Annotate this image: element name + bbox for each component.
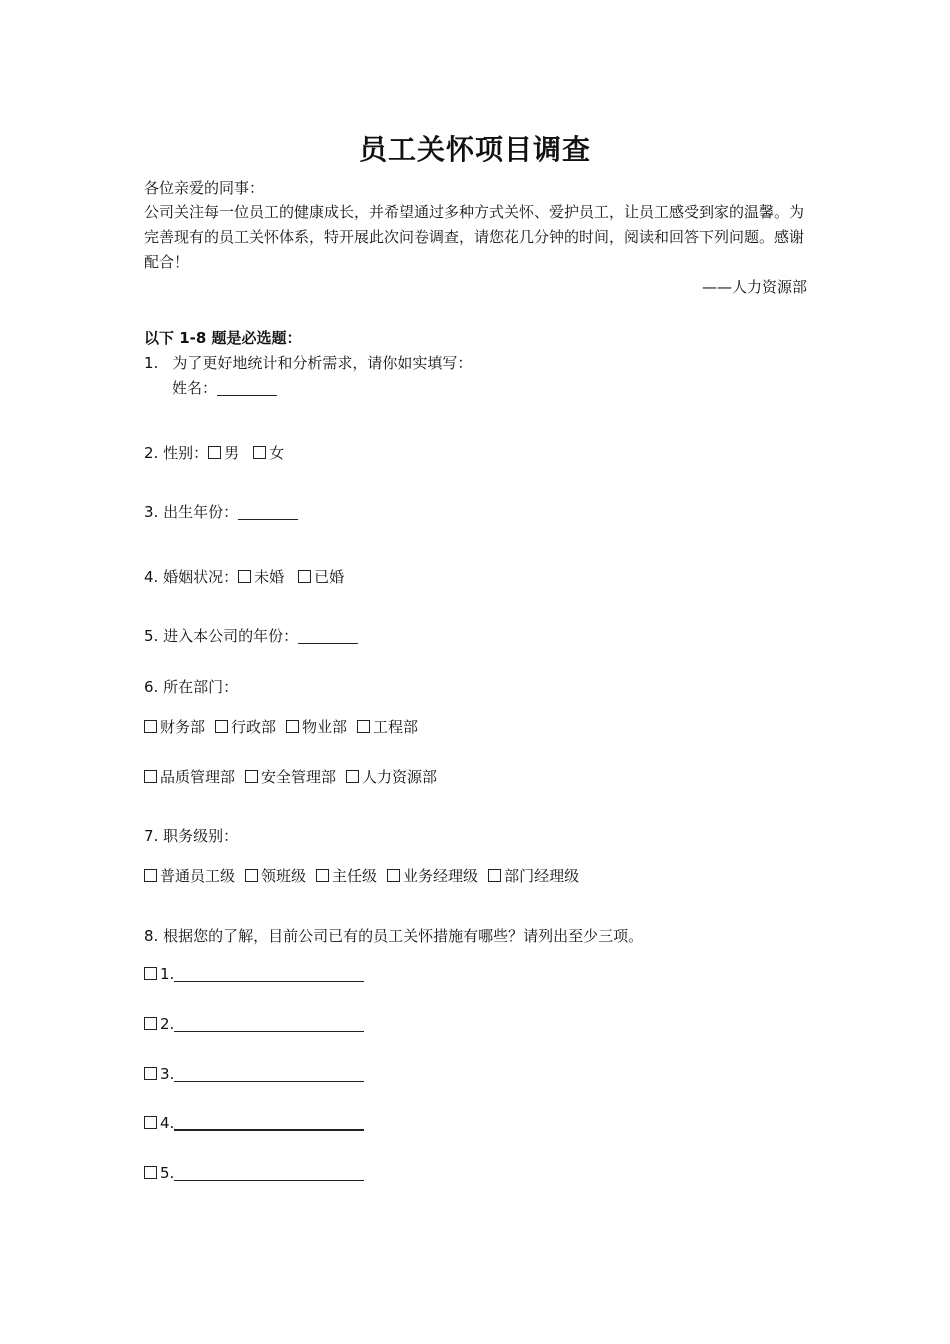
- intro-paragraph: 公司关注每一位员工的健康成长，并希望通过多种方式关怀、爱护员工，让员工感受到家的温馨。为完善现有的员工关怀体系，特开展此次问卷调查，请您花几分钟的时间，阅读和回答下列问题。感谢配合！: [144, 203, 805, 271]
- care-measure-4-input[interactable]: [174, 1115, 364, 1131]
- dept-property-label: 物业部: [302, 718, 348, 736]
- dept-hr-label: 人力资源部: [362, 768, 438, 786]
- dept-admin-label: 行政部: [231, 718, 277, 736]
- level-staff-label: 普通员工级: [160, 867, 236, 885]
- gender-male-label: 男: [224, 444, 240, 462]
- care-measure-5-checkbox[interactable]: [144, 1166, 157, 1179]
- dept-property-checkbox[interactable]: [286, 720, 299, 733]
- department-options-row-1: [144, 716, 428, 737]
- question-4-label: 4. 婚姻状况：: [144, 568, 239, 586]
- level-dept-manager-checkbox[interactable]: [488, 869, 501, 882]
- gender-female-label: 女: [269, 444, 285, 462]
- question-2: [144, 442, 284, 463]
- dept-quality-label: 品质管理部: [160, 768, 236, 786]
- dept-finance-checkbox[interactable]: [144, 720, 157, 733]
- dept-engineering-checkbox[interactable]: [357, 720, 370, 733]
- care-measure-1-input[interactable]: [174, 967, 364, 982]
- marital-single-checkbox[interactable]: [238, 570, 251, 583]
- birth-year-input[interactable]: [238, 505, 298, 520]
- section-heading: 以下 1-8 题是必选题：: [144, 329, 302, 347]
- care-measure-item-2: [144, 1015, 364, 1033]
- care-measure-4-checkbox[interactable]: [144, 1116, 157, 1129]
- question-3-label: 3. 出生年份：: [144, 503, 239, 521]
- care-measure-2-number: 2.: [160, 1015, 175, 1033]
- marital-married-label: 已婚: [314, 568, 345, 586]
- question-3: [144, 501, 298, 522]
- name-label: 姓名：: [172, 379, 218, 397]
- care-measure-item-1: [144, 965, 364, 983]
- care-measure-2-input[interactable]: [174, 1017, 364, 1032]
- greeting: 各位亲爱的同事：: [144, 179, 265, 197]
- signature: ——人力资源部: [701, 278, 807, 296]
- question-5-label: 5. 进入本公司的年份：: [144, 627, 299, 645]
- level-staff-checkbox[interactable]: [144, 869, 157, 882]
- level-dept-manager-label: 部门经理级: [504, 867, 580, 885]
- gender-female-checkbox[interactable]: [253, 446, 266, 459]
- question-5: [144, 625, 358, 646]
- question-6-label: 6. 所在部门：: [144, 678, 239, 696]
- question-8-label: 8. 根据您的了解，目前公司已有的员工关怀措施有哪些？请列出至少三项。: [144, 927, 644, 945]
- gender-male-checkbox[interactable]: [208, 446, 221, 459]
- care-measure-item-3: [144, 1065, 364, 1083]
- care-measure-3-number: 3.: [160, 1065, 175, 1083]
- job-level-options: [144, 865, 589, 886]
- question-4: [144, 566, 344, 587]
- dept-finance-label: 财务部: [160, 718, 206, 736]
- question-1: [144, 352, 472, 373]
- care-measure-item-5: [144, 1164, 364, 1182]
- care-measure-5-input[interactable]: [174, 1166, 364, 1181]
- level-business-manager-checkbox[interactable]: [387, 869, 400, 882]
- marital-single-label: 未婚: [254, 568, 285, 586]
- question-7-label: 7. 职务级别：: [144, 827, 239, 845]
- dept-quality-checkbox[interactable]: [144, 770, 157, 783]
- care-measure-3-input[interactable]: [174, 1067, 364, 1082]
- care-measure-3-checkbox[interactable]: [144, 1067, 157, 1080]
- level-foreman-checkbox[interactable]: [245, 869, 258, 882]
- level-business-manager-label: 业务经理级: [403, 867, 479, 885]
- question-1-text: 为了更好地统计和分析需求，请你如实填写：: [172, 354, 473, 372]
- department-options-row-2: [144, 766, 447, 787]
- name-input[interactable]: [217, 381, 277, 396]
- level-supervisor-label: 主任级: [332, 867, 378, 885]
- question-2-label: 2. 性别：: [144, 444, 209, 462]
- care-measure-1-number: 1.: [160, 965, 175, 983]
- dept-engineering-label: 工程部: [373, 718, 419, 736]
- join-year-input[interactable]: [298, 629, 358, 644]
- level-supervisor-checkbox[interactable]: [316, 869, 329, 882]
- dept-admin-checkbox[interactable]: [215, 720, 228, 733]
- care-measure-item-4: [144, 1114, 364, 1132]
- dept-hr-checkbox[interactable]: [346, 770, 359, 783]
- question-1-number: 1.: [144, 354, 159, 372]
- dept-safety-checkbox[interactable]: [245, 770, 258, 783]
- care-measure-1-checkbox[interactable]: [144, 967, 157, 980]
- care-measure-5-number: 5.: [160, 1164, 175, 1182]
- marital-married-checkbox[interactable]: [298, 570, 311, 583]
- care-measure-4-number: 4.: [160, 1114, 175, 1132]
- care-measure-2-checkbox[interactable]: [144, 1017, 157, 1030]
- name-field-row: [172, 377, 277, 398]
- dept-safety-label: 安全管理部: [261, 768, 337, 786]
- level-foreman-label: 领班级: [261, 867, 307, 885]
- page-title: 员工关怀项目调查: [358, 133, 591, 166]
